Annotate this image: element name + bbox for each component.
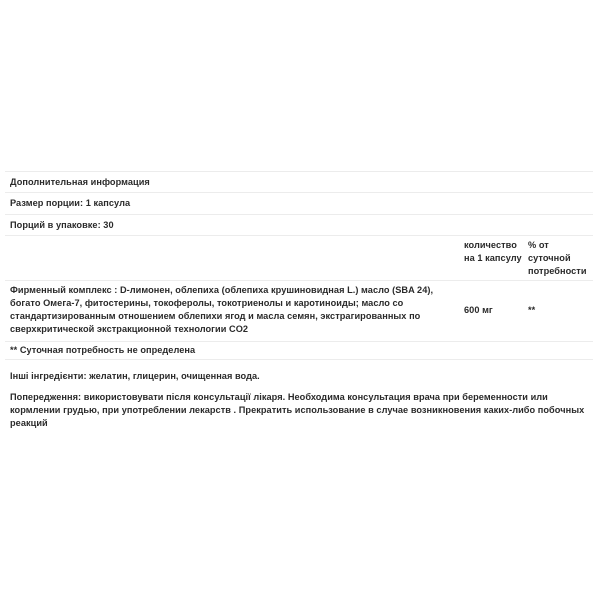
divider — [5, 192, 593, 193]
ingredient-name: Фирменный комплекс : D-лимонен, облепиха (облепиха крушиновидная L.) масло (SBA 24), богато Омега-7, фитостерины, токоферолы, токотриенолы и каротиноиды; масло со стандартизированным отношением облепихи ягод и масла семян, экстрагированных по сверхкритической экстракционной технологии CO2 — [10, 285, 434, 334]
table-title: Дополнительная информация — [10, 177, 150, 187]
divider — [5, 359, 593, 360]
divider — [5, 235, 593, 236]
ingredient-amount: 600 мг — [464, 305, 493, 315]
divider — [5, 341, 593, 342]
footnote: ** Суточная потребность не определена — [10, 345, 196, 355]
amount-column-header: количество на 1 капсулу — [464, 240, 522, 263]
warning-text: Попередження: використовувати після консультації лікаря. Необходима консультация врача при беременности или кормлении грудью, при употреблении лекарств . Прекратить использование в случае возникновения каких-либо побочных реакций — [10, 392, 585, 428]
divider — [5, 214, 593, 215]
serving-size: Размер порции: 1 капсула — [10, 198, 131, 208]
ingredient-daily-value: ** — [528, 305, 536, 315]
divider — [5, 171, 593, 172]
divider — [5, 280, 593, 281]
daily-value-column-header: % от суточной потребности — [528, 240, 587, 276]
servings-per-container: Порций в упаковке: 30 — [10, 220, 114, 230]
other-ingredients: Інші інгредієнти: желатин, глицерин, очищенная вода. — [10, 371, 260, 381]
